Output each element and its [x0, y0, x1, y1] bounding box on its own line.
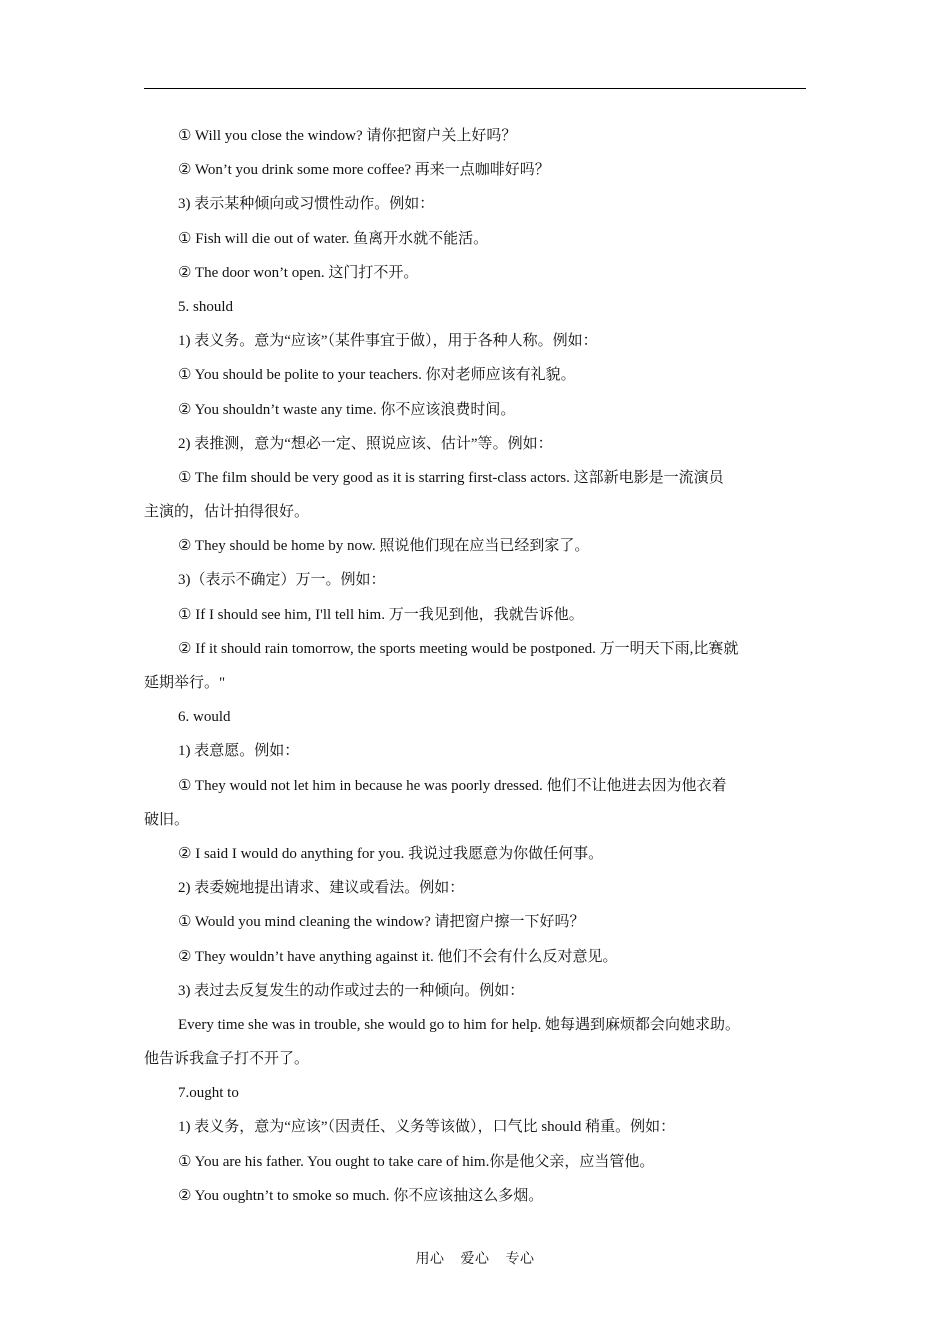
text-line: ② They should be home by now. 照说他们现在应当已经到家了。 [178, 538, 590, 555]
text-line: ② If it should rain tomorrow, the sports meeting would be postponed. 万一明天下雨,比赛就 [178, 640, 739, 657]
section-heading: 7.ought to [178, 1085, 239, 1102]
footer-word: 爱心 [460, 1252, 490, 1267]
text-line: ① Fish will die out of water. 鱼离开水就不能活。 [178, 230, 489, 247]
text-line: ① They would not let him in because he was poorly dressed. 他们不让他进去因为他衣着 [178, 777, 727, 794]
text-line: Every time she was in trouble, she would go to him for help. 她每遇到麻烦都会向她求助。 [178, 1016, 741, 1033]
text-line-continuation: 他告诉我盒子打不开了。 [144, 1051, 310, 1068]
text-line: ② You shouldn’t waste any time. 你不应该浪费时间。 [178, 401, 516, 418]
text-line: 3) 表示某种倾向或习惯性动作。例如： [178, 196, 435, 213]
text-line: ② They wouldn’t have anything against it. 他们不会有什么反对意见。 [178, 948, 618, 965]
text-line: 1) 表义务，意为“应该”（因责任、义务等该做），口气比 should 稍重。例如： [178, 1119, 676, 1136]
text-line: 1) 表义务。意为“应该”（某件事宜于做），用于各种人称。例如： [178, 333, 598, 350]
text-line: ① If I should see him, I'll tell him. 万一我见到他，我就告诉他。 [178, 606, 584, 623]
section-heading: 6. would [178, 709, 231, 726]
text-line: 3)（表示不确定）万一。例如： [178, 572, 386, 589]
text-line: 2) 表委婉地提出请求、建议或看法。例如： [178, 880, 465, 897]
text-line: 3) 表过去反复发生的动作或过去的一种倾向。例如： [178, 982, 525, 999]
text-line-continuation: 破旧。 [144, 811, 190, 828]
text-line: ② You oughtn’t to smoke so much. 你不应该抽这么多烟。 [178, 1187, 544, 1204]
document-body [144, 119, 808, 1213]
text-line: ① The film should be very good as it is starring first-class actors. 这部新电影是一流演员 [178, 469, 724, 486]
text-line: ① You are his father. You ought to take care of him.你是他父亲，应当管他。 [178, 1153, 655, 1170]
text-line-continuation: 延期举行。" [144, 675, 226, 691]
text-line: 2) 表推测，意为“想必一定、照说应该、估计”等。例如： [178, 435, 553, 452]
footer-word: 用心 [415, 1252, 445, 1267]
section-heading: 5. should [178, 298, 234, 315]
header-rule [144, 88, 806, 89]
text-line: ② The door won’t open. 这门打不开。 [178, 264, 419, 281]
page-footer [0, 1248, 950, 1268]
text-line: 1) 表意愿。例如： [178, 743, 300, 760]
footer-word: 专心 [505, 1252, 535, 1267]
text-line: ① Will you close the window? 请你把窗户关上好吗？ [178, 128, 517, 144]
text-line: ① You should be polite to your teachers. 你对老师应该有礼貌。 [178, 367, 576, 384]
text-line: ② I said I would do anything for you. 我说过我愿意为你做任何事。 [178, 845, 604, 862]
text-line-continuation: 主演的，估计拍得很好。 [144, 504, 310, 521]
text-line: ① Would you mind cleaning the window? 请把窗户擦一下好吗？ [178, 914, 585, 931]
text-line: ② Won’t you drink some more coffee? 再来一点咖啡好吗？ [178, 162, 550, 179]
